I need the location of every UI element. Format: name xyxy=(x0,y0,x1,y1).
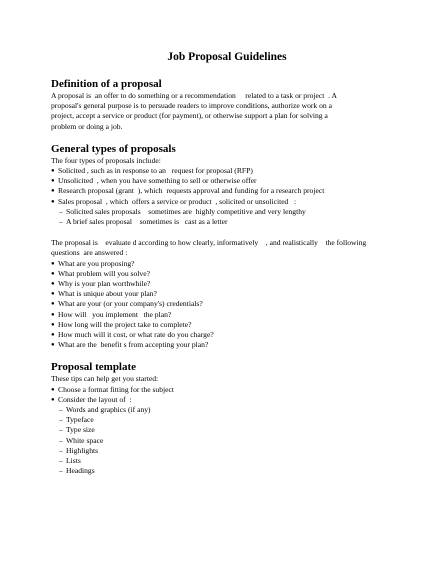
section-heading: Proposal template xyxy=(51,361,137,374)
paragraph-line: proposal's general purpose is to persuade readers to improve conditions, authorize work on a xyxy=(51,101,332,111)
paragraph-line: A proposal is an offer to do something or a recommendation related to a task or project . A xyxy=(51,91,338,100)
sub-list-item: – Headings xyxy=(51,466,391,476)
template-list xyxy=(51,385,391,477)
sub-list-item: – A brief sales proposal sometimes is cast as a letter xyxy=(51,217,391,227)
section-heading: Definition of a proposal xyxy=(51,78,162,90)
list-item: ● Solicited , such as in response to an request for proposal (RFP) xyxy=(51,166,391,176)
list-item: ● Why is your plan worthwhile? xyxy=(51,279,391,289)
paragraph-line: project, accept a service or product (for payment), or otherwise support a plan for solving a xyxy=(51,111,328,121)
sub-list-item: – White space xyxy=(51,436,391,446)
section-template xyxy=(51,361,391,476)
sub-list-item: – Words and graphics (if any) xyxy=(51,405,391,415)
sub-list-item: – Lists xyxy=(51,456,391,466)
section-evaluation xyxy=(51,238,391,350)
list-item: ● How much will it cost, or what rate do you charge? xyxy=(51,330,391,340)
paragraph-line: questions are answered : xyxy=(51,248,128,258)
section-definition xyxy=(51,78,391,132)
sub-list-item: – Typeface xyxy=(51,415,391,425)
list-item: ● What is unique about your plan? xyxy=(51,289,391,299)
list-item: ● What are you proposing? xyxy=(51,259,391,269)
sub-list-item: – Type size xyxy=(51,425,391,435)
document-page xyxy=(51,50,391,477)
section-intro: The four types of proposals include: xyxy=(51,155,161,165)
paragraph-line: The proposal is evaluate d according to how clearly, informatively , and realistically the following xyxy=(51,238,367,248)
sub-list-item: – Solicited sales proposals sometimes are highly competitive and very lengthy xyxy=(51,207,391,217)
document-title: Job Proposal Guidelines xyxy=(167,51,287,63)
paragraph-line: problem or doing a job. xyxy=(51,121,123,131)
list-item: ● How long will the project take to complete? xyxy=(51,320,391,330)
list-item: ● What are your (or your company's) credentials? xyxy=(51,299,391,309)
list-item: ● What problem will you solve? xyxy=(51,269,391,279)
questions-list xyxy=(51,259,391,351)
list-item: ● Research proposal (grant ), which requests approval and funding for a research project xyxy=(51,186,391,196)
list-item: ● How will you implement the plan? xyxy=(51,310,391,320)
list-item: ● Consider the layout of : xyxy=(51,395,391,405)
list-item: ● Sales proposal , which offers a service or product , solicited or unsolicited : xyxy=(51,197,391,207)
section-intro: These tips can help get you started: xyxy=(51,374,159,384)
list-item: ● Unsolicited , when you have something to sell or otherwise offer xyxy=(51,176,391,186)
list-item: ● Choose a format fitting for the subject xyxy=(51,385,391,395)
section-heading: General types of proposals xyxy=(51,142,176,155)
types-list xyxy=(51,166,391,227)
list-item: ● What are the benefit s from accepting your plan? xyxy=(51,340,391,350)
section-types xyxy=(51,143,391,227)
sub-list-item: – Highlights xyxy=(51,446,391,456)
